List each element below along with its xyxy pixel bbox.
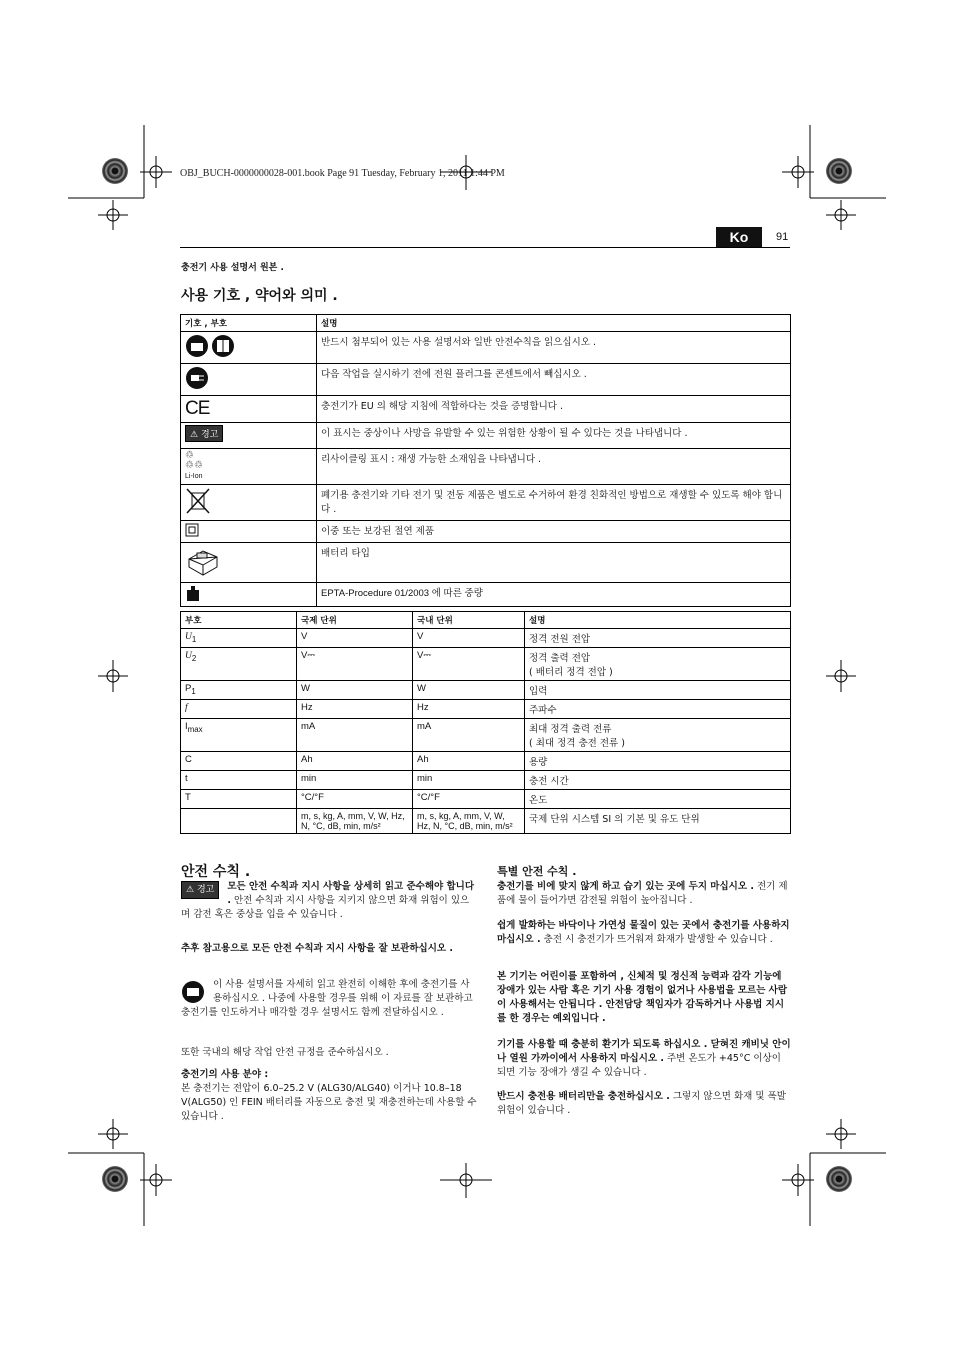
symbol-cell <box>181 752 297 771</box>
column-header: 부호 <box>181 612 297 629</box>
table-header-row <box>181 315 791 332</box>
table-row <box>181 790 791 809</box>
warning-icon: ⚠ 경고 <box>181 881 219 899</box>
special-text: 충전 시 충전기가 뜨거워져 화재가 발생할 수 있습니다 . <box>540 934 773 945</box>
symbol-subscript: 2 <box>191 653 197 663</box>
keep-instructions-text: 추후 참고용으로 모든 안전 수칙과 지시 사항을 잘 보관하십시오 . <box>181 943 453 954</box>
symbol-subscript: 1 <box>191 686 196 696</box>
table-header-row <box>181 612 791 629</box>
local-unit-cell: Ah <box>413 752 525 771</box>
page-number: 91 <box>776 231 789 243</box>
symbol-cell <box>181 543 317 583</box>
symbol-subscript: max <box>187 724 203 734</box>
symbol-text: t <box>185 773 188 784</box>
read-manual-icon <box>181 980 205 1004</box>
special-text: 그렇지 않으면 화재 및 폭발 위험이 있습니다 . <box>497 1091 786 1116</box>
special-bold-text: 기기를 사용할 때 충분히 환기가 되도록 하십시오 . 닫혀진 캐비닛 안이나 열원 가까이에서 사용하지 마십시오 . <box>497 1039 791 1064</box>
double-insulation-icon <box>185 523 199 537</box>
symbol-cell <box>181 719 297 752</box>
local-unit-cell: min <box>413 771 525 790</box>
original-note: 충전기 사용 설명서 원본 . <box>181 263 284 273</box>
weight-icon <box>185 585 201 601</box>
use-text: 본 충전기는 전압이 6.0–25.2 V (ALG30/ALG40) 이거나 10.8–18 V(ALG50) 인 FEIN 배터리를 자동으로 충전 및 재충전하는데 사용할 수 있습니다 . <box>181 1083 477 1122</box>
symbol-text: T <box>185 792 191 803</box>
intl-unit-cell: Hz <box>297 700 413 719</box>
description-line: 정격 출력 전압 <box>529 653 591 664</box>
intl-unit-cell: V⎓ <box>297 648 413 681</box>
symbol-cell <box>181 629 297 648</box>
symbols-table <box>180 314 791 607</box>
description-cell: 반드시 첨부되어 있는 사용 설명서와 일반 안전수칙을 읽으십시오 . <box>317 332 791 364</box>
column-header: 국제 단위 <box>297 612 413 629</box>
symbol-cell <box>181 521 317 543</box>
table-row <box>181 332 791 364</box>
symbol-text: P <box>185 683 192 694</box>
language-badge: Ko <box>716 227 762 247</box>
symbol-cell <box>181 396 317 423</box>
table-row <box>181 521 791 543</box>
recycling-icon: ♲ ♲♲ Li-Ion <box>185 450 203 480</box>
description-line: 최대 정격 출력 전류 <box>529 724 612 735</box>
safety-text: 안전 수칙과 지시 사항을 지키지 않으면 화재 위험이 있으며 감전 혹은 중상을 입을 수 있습니다 . <box>181 895 470 920</box>
symbol-cell <box>181 583 317 607</box>
description-cell <box>525 648 791 681</box>
description-line: 용량 <box>529 757 548 768</box>
table-row <box>181 423 791 449</box>
intl-unit-cell: mA <box>297 719 413 752</box>
description-cell: 충전기가 EU 의 해당 지침에 적합하다는 것을 증명합니다 . <box>317 396 791 423</box>
warning-label: 경고 <box>196 885 215 895</box>
table-row <box>181 809 791 834</box>
local-unit-cell: mA <box>413 719 525 752</box>
description-cell <box>525 771 791 790</box>
table-row <box>181 771 791 790</box>
symbol-text: U <box>185 632 192 642</box>
use-title: 충전기의 사용 분야 : <box>181 1069 269 1080</box>
local-rules-text: 또한 국내의 해당 작업 안전 규정을 준수하십시오 . <box>181 1047 389 1058</box>
warning-icon: ⚠ 경고 <box>185 425 223 442</box>
description-line: ( 최대 정격 충전 전류 ) <box>529 738 625 749</box>
special-bold-text: 반드시 충전용 배터리만을 충전하십시오 . <box>497 1091 670 1102</box>
battery-icon <box>185 545 221 577</box>
description-cell: 이중 또는 보강된 절연 제품 <box>317 521 791 543</box>
symbol-text: f <box>185 703 188 713</box>
description-cell: 배터리 타입 <box>317 543 791 583</box>
special-text: 전기 제품에 물이 들어가면 감전될 위험이 높아집니다 . <box>497 881 788 906</box>
symbols-title: 사용 기호 , 약어와 의미 . <box>181 288 338 304</box>
symbol-text: C <box>185 754 192 765</box>
description-cell: EPTA-Procedure 01/2003 에 따른 중량 <box>317 583 791 607</box>
table-row <box>181 700 791 719</box>
units-table <box>180 611 791 834</box>
table-row <box>181 396 791 423</box>
symbol-cell <box>181 648 297 681</box>
crossed-bin-icon <box>185 487 211 515</box>
table-row <box>181 543 791 583</box>
table-row <box>181 719 791 752</box>
table-row <box>181 629 791 648</box>
table-row <box>181 364 791 396</box>
table-row <box>181 681 791 700</box>
warning-label: 경고 <box>200 430 219 440</box>
local-unit-cell: V <box>413 629 525 648</box>
li-ion-label: Li-Ion <box>185 473 203 480</box>
intl-unit-cell: m, s, kg, A, mm, V, W, Hz, N, °C, dB, min, m/s² <box>297 809 413 834</box>
special-item <box>497 1038 791 1080</box>
symbol-cell <box>181 449 317 485</box>
ce-mark-icon: CE <box>185 398 210 419</box>
symbol-cell <box>181 771 297 790</box>
description-cell: 다음 작업을 실시하기 전에 전원 플러그를 콘센트에서 빼십시오 . <box>317 364 791 396</box>
local-unit-cell: V⎓ <box>413 648 525 681</box>
description-cell <box>525 719 791 752</box>
intl-unit-cell: min <box>297 771 413 790</box>
special-bold-text: 충전기를 비에 맞지 않게 하고 습기 있는 곳에 두지 마십시오 . <box>497 881 754 892</box>
local-unit-cell: m, s, kg, A, mm, V, W, Hz, N, °C, dB, min, m/s² <box>413 809 525 834</box>
safety-title: 안전 수칙 . <box>181 864 251 880</box>
special-text: 주변 온도가 +45°C 이상이 되면 기능 장애가 생길 수 있습니다 . <box>497 1053 781 1078</box>
safety-bold-text: 모든 안전 수칙과 지시 사항을 상세히 읽고 준수해야 합니다 . <box>227 881 475 906</box>
description-cell <box>525 752 791 771</box>
intl-unit-cell: V <box>297 629 413 648</box>
table-row <box>181 485 791 521</box>
read-manual-text: 이 사용 설명서를 자세히 읽고 완전히 이해한 후에 충전기를 사용하십시오 . 나중에 사용할 경우를 위해 이 자료를 잘 보관하고 충전기를 인도하거나 매각할 경우 설명서도 함께 전달하십시오 . <box>181 979 473 1018</box>
column-header: 국내 단위 <box>413 612 525 629</box>
symbol-text: U <box>185 651 192 661</box>
symbol-cell <box>181 790 297 809</box>
description-cell <box>525 681 791 700</box>
table-row <box>181 752 791 771</box>
file-info-line: OBJ_BUCH-0000000028-001.book Page 91 Tuesday, February 1, 2011 1:44 PM <box>180 168 505 179</box>
table-row <box>181 648 791 681</box>
table-row <box>181 583 791 607</box>
description-line: 국제 단위 시스템 SI 의 기본 및 유도 단위 <box>529 814 700 825</box>
description-cell <box>525 790 791 809</box>
description-cell <box>525 700 791 719</box>
description-cell: 폐기용 충전기와 기타 전기 및 전동 제품은 별도로 수거하여 환경 친화적인 방법으로 재생할 수 있도록 해야 합니다 . <box>317 485 791 521</box>
safety-warning-paragraph <box>181 880 477 922</box>
description-cell <box>525 629 791 648</box>
table-row <box>181 449 791 485</box>
symbol-cell <box>181 485 317 521</box>
special-item <box>497 1090 791 1118</box>
symbol-subscript: 1 <box>191 634 197 644</box>
special-item <box>497 919 791 947</box>
symbol-cell <box>181 332 317 364</box>
header-rule <box>180 247 790 248</box>
unplug-icon <box>185 366 211 390</box>
read-manual-paragraph <box>181 978 477 1020</box>
special-title: 특별 안전 수칙 . <box>497 865 577 878</box>
special-item <box>497 880 791 908</box>
symbol-text: I <box>185 721 188 732</box>
local-unit-cell: °C/°F <box>413 790 525 809</box>
column-header: 기호 , 부호 <box>181 315 317 332</box>
symbol-cell <box>181 809 297 834</box>
column-header: 설명 <box>525 612 791 629</box>
description-line: 정격 전원 전압 <box>529 634 591 645</box>
read-manual-icon <box>185 334 237 358</box>
symbol-cell <box>181 681 297 700</box>
intl-unit-cell: °C/°F <box>297 790 413 809</box>
description-cell: 리사이클링 표시 : 재생 가능한 소재임을 나타냅니다 . <box>317 449 791 485</box>
description-cell <box>525 809 791 834</box>
intl-unit-cell: W <box>297 681 413 700</box>
description-line: 온도 <box>529 795 548 806</box>
special-item <box>497 970 791 1026</box>
local-unit-cell: W <box>413 681 525 700</box>
description-line: 주파수 <box>529 705 557 716</box>
symbol-cell <box>181 423 317 449</box>
local-unit-cell: Hz <box>413 700 525 719</box>
special-bold-text: 쉽게 발화하는 바닥이나 가연성 물질이 있는 곳에서 충전기를 사용하지 마십시오 . <box>497 920 790 945</box>
description-cell: 이 표시는 중상이나 사망을 유발할 수 있는 위험한 상황이 될 수 있다는 것을 나타냅니다 . <box>317 423 791 449</box>
symbol-cell <box>181 364 317 396</box>
symbol-cell <box>181 700 297 719</box>
special-bold-text: 본 기기는 어린이를 포함하여 , 신체적 및 정신적 능력과 감각 기능에 장애가 있는 사람 혹은 기기 사용 경험이 없거나 사용법을 모르는 사람이 사용해서는 안됩니다 . 안전담당 책임자가 감독하거나 사용법 지시를 한 경우는 예외입니다 . <box>497 971 788 1024</box>
description-line: 입력 <box>529 686 548 697</box>
intl-unit-cell: Ah <box>297 752 413 771</box>
description-line: ( 배터리 정격 전압 ) <box>529 667 613 678</box>
column-header: 설명 <box>317 315 791 332</box>
description-line: 충전 시간 <box>529 776 569 787</box>
